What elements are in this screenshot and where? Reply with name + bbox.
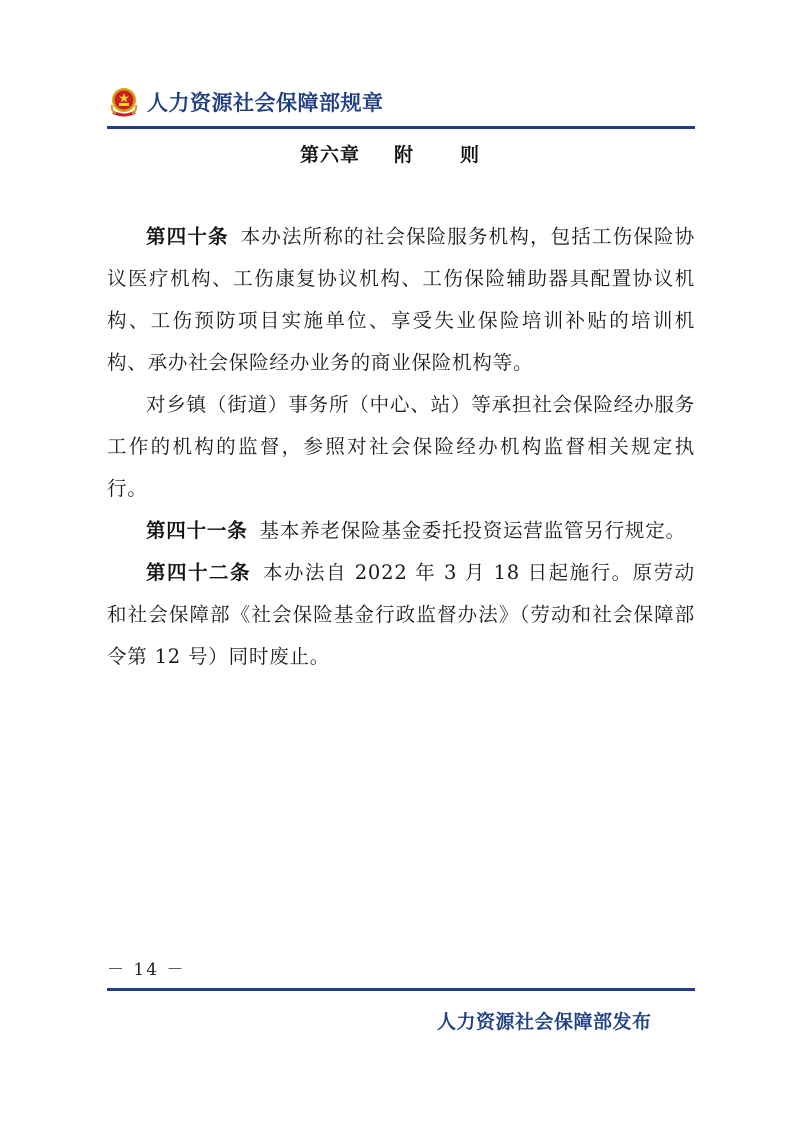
- footer-divider: [107, 988, 695, 991]
- article-40-paragraph: [107, 216, 695, 384]
- article-label: 第四十二条: [146, 561, 252, 584]
- article-42-paragraph: [107, 552, 695, 678]
- article-41-paragraph: [107, 510, 695, 552]
- chapter-name: 附 则: [394, 144, 494, 166]
- page-header: [107, 84, 384, 120]
- header-divider: [107, 126, 695, 129]
- national-emblem-icon: [107, 85, 141, 119]
- article-text: 基本养老保险基金委托投资运营监管另行规定。: [259, 519, 686, 542]
- article-text: 本办法自 2022 年 3 月 18 日起施行。原劳动和社会保障部《社会保险基金行政监督办法》（劳动和社会保障部令第 12 号）同时废止。: [107, 561, 695, 668]
- footer-publisher: 人力资源社会保障部发布: [437, 1011, 652, 1033]
- document-body: [107, 216, 695, 678]
- article-text: 对乡镇（街道）事务所（中心、站）等承担社会保险经办服务工作的机构的监督，参照对社会保险经办机构监督相关规定执行。: [107, 393, 695, 500]
- article-label: 第四十条: [146, 225, 229, 248]
- article-text: 本办法所称的社会保险服务机构，包括工伤保险协议医疗机构、工伤康复协议机构、工伤保险辅助器具配置协议机构、工伤预防项目实施单位、享受失业保险培训补贴的培训机构、承办社会保险经办业务的商业保险机构等。: [107, 225, 695, 374]
- header-title: 人力资源社会保障部规章: [147, 91, 384, 115]
- chapter-heading: [0, 140, 793, 167]
- article-40-supplement-paragraph: [107, 384, 695, 510]
- article-label: 第四十一条: [146, 519, 248, 542]
- page-number: － 14 －: [107, 960, 186, 980]
- chapter-number: 第六章: [299, 144, 360, 166]
